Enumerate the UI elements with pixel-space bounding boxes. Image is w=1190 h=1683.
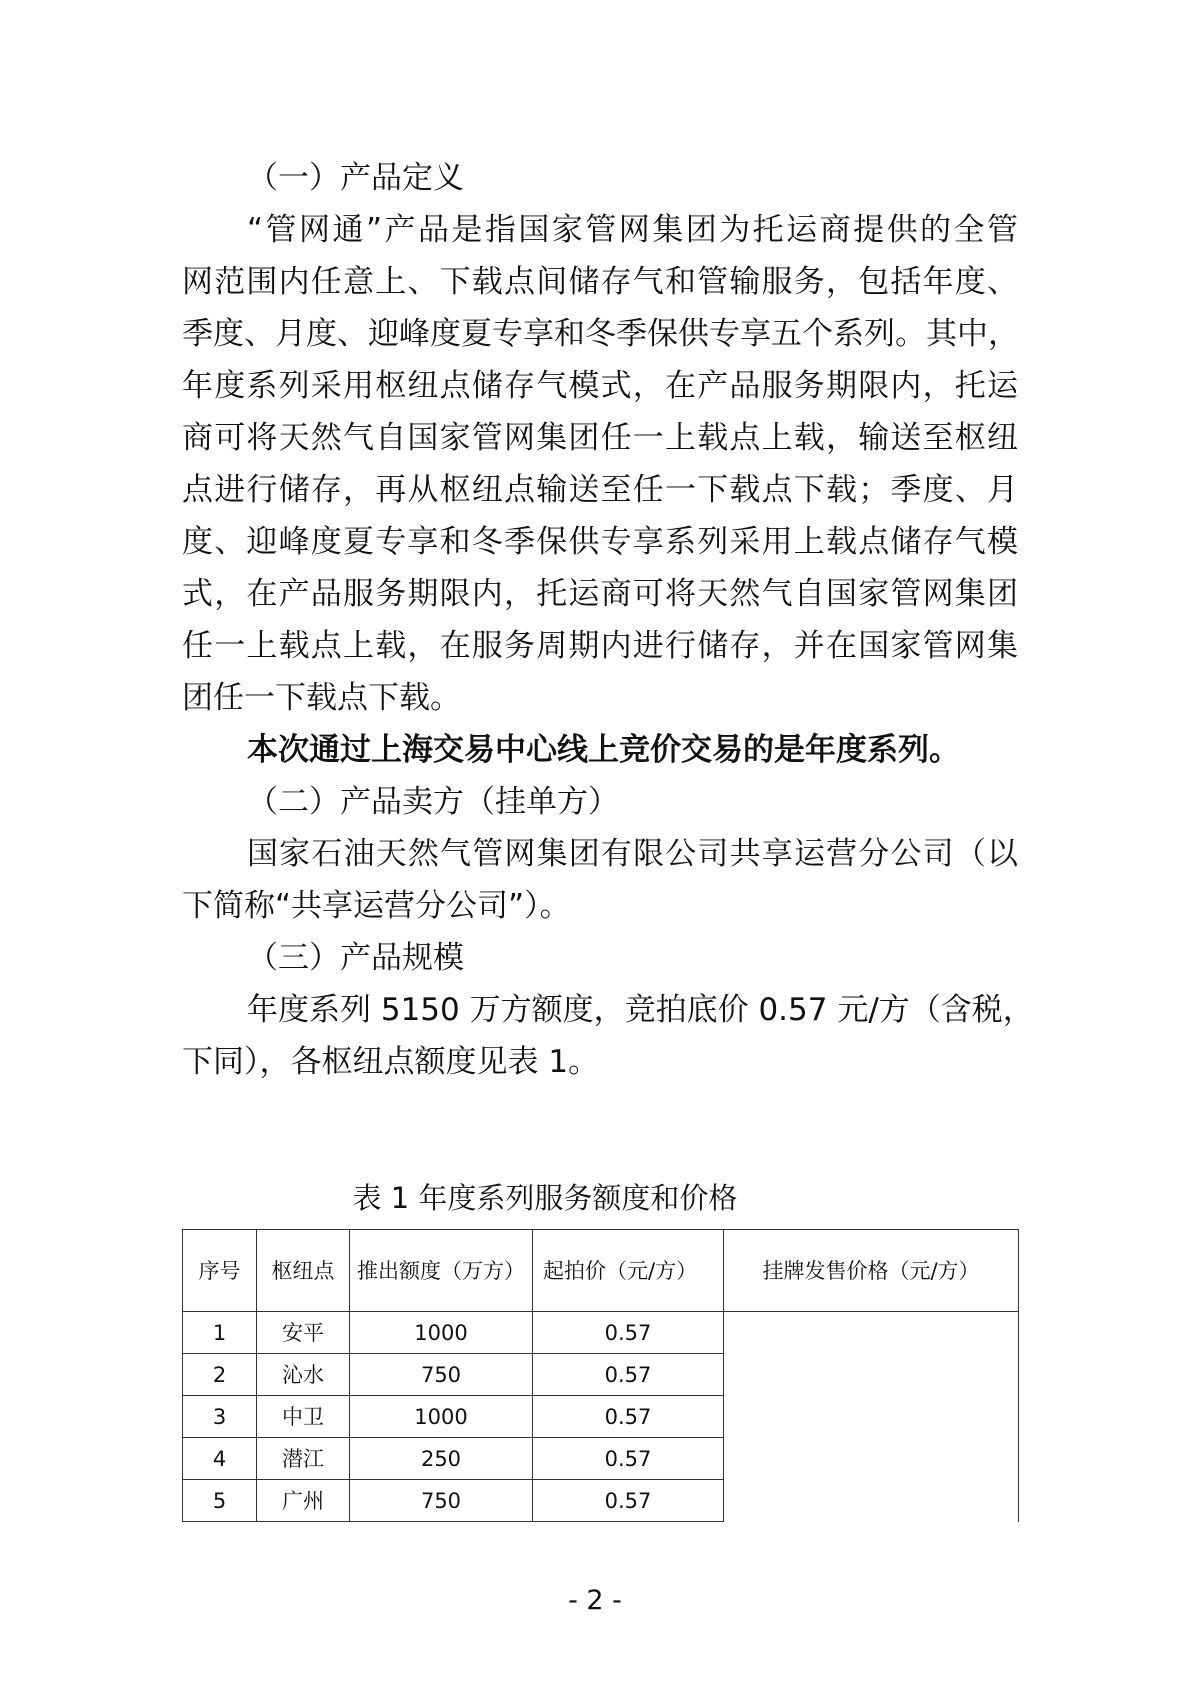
section-3-heading: （三）产品规模: [247, 940, 464, 976]
paragraph-line: 度、迎峰度夏专享和冬季保供专享系列采用上载点储存气模: [182, 524, 1018, 560]
header-listing-price: 挂牌发售价格（元/方）: [724, 1230, 1019, 1312]
cell-price: 0.57: [533, 1438, 724, 1480]
paragraph-line: 商可将天然气自国家管网集团任一上载点上载，输送至枢纽: [182, 420, 1018, 456]
cell-listing-price-empty: [724, 1312, 1019, 1522]
paragraph-line: 年度系列采用枢纽点储存气模式，在产品服务期限内，托运: [182, 368, 1018, 404]
section-2-heading: （二）产品卖方（挂单方）: [247, 784, 619, 820]
cell-price: 0.57: [533, 1396, 724, 1438]
header-start-price: 起拍价（元/方）: [533, 1230, 724, 1312]
header-volume: 推出额度（万方）: [350, 1230, 533, 1312]
paragraph-line: 团任一下载点下载。: [182, 680, 461, 716]
cell-no: 3: [183, 1396, 257, 1438]
cell-price: 0.57: [533, 1480, 724, 1522]
cell-hub: 安平: [257, 1312, 350, 1354]
cell-volume: 750: [350, 1354, 533, 1396]
header-no: 序号: [183, 1230, 257, 1312]
cell-hub: 潜江: [257, 1438, 350, 1480]
paragraph-line: 点进行储存，再从枢纽点输送至任一下载点下载；季度、月: [182, 472, 1018, 508]
table-row: [183, 1312, 1019, 1354]
quota-price-table: [182, 1229, 1019, 1522]
paragraph-line: 任一上载点上载，在服务周期内进行储存，并在国家管网集: [182, 628, 1018, 664]
section-1-heading: （一）产品定义: [247, 160, 464, 196]
paragraph-line: “管网通”产品是指国家管网集团为托运商提供的全管: [247, 212, 1018, 248]
cell-no: 4: [183, 1438, 257, 1480]
paragraph-line: 网范围内任意上、下载点间储存气和管输服务，包括年度、: [182, 264, 1018, 300]
cell-hub: 沁水: [257, 1354, 350, 1396]
cell-volume: 750: [350, 1480, 533, 1522]
page-number: - 2 -: [568, 1585, 622, 1616]
cell-volume: 250: [350, 1438, 533, 1480]
paragraph-line: 下同），各枢纽点额度见表 1。: [182, 1044, 600, 1080]
cell-hub: 广州: [257, 1480, 350, 1522]
cell-no: 1: [183, 1312, 257, 1354]
paragraph-line: 下简称“共享运营分公司”）。: [182, 888, 571, 924]
table-header-row: [183, 1230, 1019, 1312]
paragraph-line: 年度系列 5150 万方额度，竞拍底价 0.57 元/方（含税，: [247, 992, 1034, 1028]
cell-no: 2: [183, 1354, 257, 1396]
cell-price: 0.57: [533, 1354, 724, 1396]
cell-price: 0.57: [533, 1312, 724, 1354]
table-caption: 表 1 年度系列服务额度和价格: [352, 1181, 738, 1215]
cell-no: 5: [183, 1480, 257, 1522]
cell-volume: 1000: [350, 1396, 533, 1438]
paragraph-line: 式，在产品服务期限内，托运商可将天然气自国家管网集团: [182, 576, 1018, 612]
cell-hub: 中卫: [257, 1396, 350, 1438]
paragraph-line: 国家石油天然气管网集团有限公司共享运营分公司（以: [247, 836, 1018, 872]
paragraph-line: 季度、月度、迎峰度夏专享和冬季保供专享五个系列。其中，: [182, 316, 1019, 352]
cell-volume: 1000: [350, 1312, 533, 1354]
bold-note: 本次通过上海交易中心线上竞价交易的是年度系列。: [247, 732, 960, 768]
header-hub: 枢纽点: [257, 1230, 350, 1312]
